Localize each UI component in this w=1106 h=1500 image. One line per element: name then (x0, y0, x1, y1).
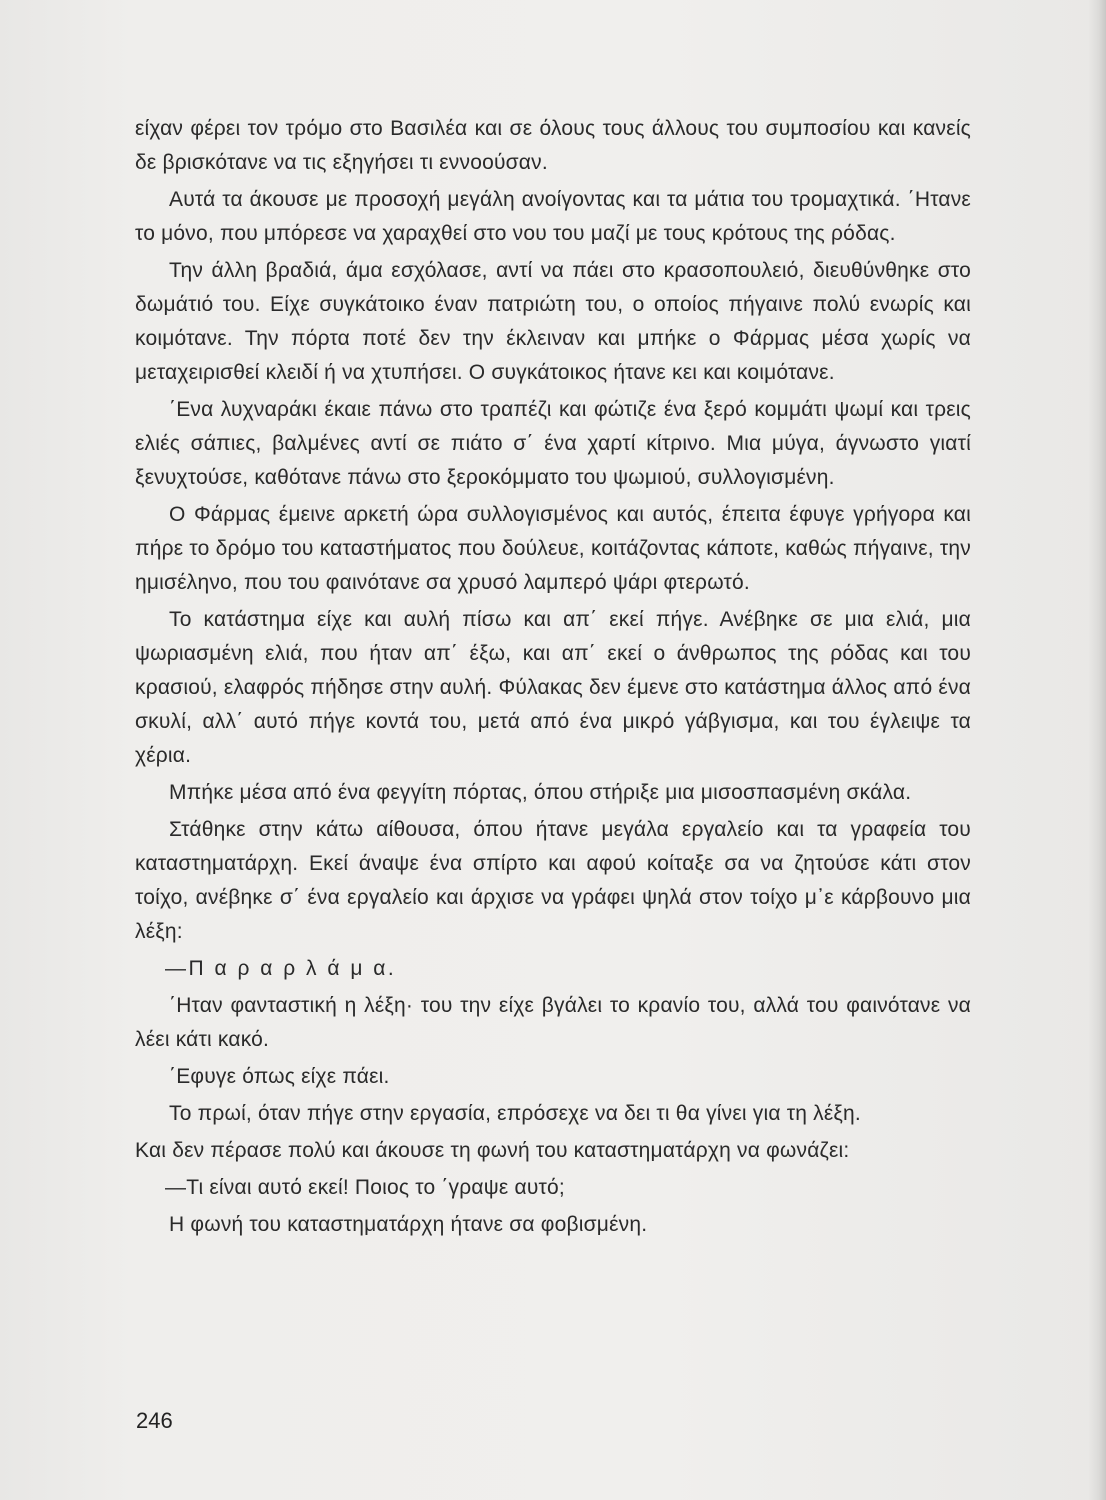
paragraph-11: Το πρωί, όταν πήγε στην εργασία, επρόσεχε να δει τι θα γίνει για τη λέξη. (169, 1102, 861, 1125)
paragraph-8: Στάθηκε στην κάτω αίθουσα, όπου ήτανε μεγάλα εργαλείο και τα γραφεία του καταστηματάρχη. Εκεί άναψε ένα σπίρτο και αφού κοίταξε σα να ζητούσε κάτι στον τοίχο, ανέβηκε σ΄ ένα εργαλείο και άρχισε να γράφει ψηλά στον τοίχο μ᾽ε κάρβουνο μια λέξη: (135, 818, 971, 943)
paragraph-9: ΄Ηταν φανταστική η λέξη· του την είχε βγάλει το κρανίο του, αλλά του φαινότανε να λέει κάτι κακό. (135, 994, 971, 1051)
paragraph-1: είχαν φέρει τον τρόμο στο Βασιλέα και σε όλους τους άλλους του συμποσίου και κανείς δε βρισκότανε να τις εξηγήσει τι εννοούσαν. (135, 117, 971, 174)
dialogue-exclaim: —Τι είναι αυτό εκεί! Ποιος το ΄γραψε αυτό; (165, 1176, 565, 1199)
body-text (135, 112, 971, 1245)
paragraph-last: Η φωνή του καταστηματάρχη ήτανε σα φοβισμένη. (169, 1213, 648, 1236)
paragraph-2: Αυτά τα άκουσε με προσοχή μεγάλη ανοίγοντας και τα μάτια του τρομαχτικά. ΄Ητανε το μόνο, που μπόρεσε να χαραχθεί στο νου του μαζί με τους κρότους της ρόδας. (135, 188, 971, 245)
paragraph-4: ΄Ενα λυχναράκι έκαιε πάνω στο τραπέζι και φώτιζε ένα ξερό κομμάτι ψωμί και τρεις ελιές σάπιες, βαλμένες αντί σε πιάτο σ΄ ένα χαρτί κίτρινο. Μια μύγα, άγνωστο γιατί ξενυχτούσε, καθότανε πάνω στο ξεροκόμματο του ψωμιού, συλλογισμένη. (135, 398, 971, 489)
paragraph-12: Και δεν πέρασε πολύ και άκουσε τη φωνή του καταστηματάρχη να φωνάζει: (135, 1139, 850, 1162)
paragraph-10: ΄Εφυγε όπως είχε πάει. (169, 1065, 390, 1088)
dialogue-word-text: —Π α ρ α ρ λ ά μ α. (165, 957, 397, 980)
paragraph-3: Την άλλη βραδιά, άμα εσχόλασε, αντί να πάει στο κρασοπουλειό, διευθύνθηκε στο δωμάτιό του. Είχε συγκάτοικο έναν πατριώτη του, ο οποίος πήγαινε πολύ ενωρίς και κοιμότανε. Την πόρτα ποτέ δεν την έκλειναν και μπήκε ο Φάρμας μέσα χωρίς να μεταχειρισθεί κλειδί ή να χτυπήσει. Ο συγκάτοικος ήτανε κει και κοιμότανε. (135, 259, 971, 384)
page-edge-shadow (1088, 0, 1106, 1500)
dialogue-word (135, 952, 971, 986)
paragraph-5: Ο Φάρμας έμεινε αρκετή ώρα συλλογισμένος και αυτός, έπειτα έφυγε γρήγορα και πήρε το δρόμο του καταστήματος που δούλευε, κοιτάζοντας κάποτε, καθώς πήγαινε, την ημισέληνο, που του φαινότανε σα χρυσό λαμπερό ψάρι φτερωτό. (135, 503, 971, 594)
paragraph-7: Μπήκε μέσα από ένα φεγγίτη πόρτας, όπου στήριξε μια μισοσπασμένη σκάλα. (169, 781, 912, 804)
page-number: 246 (136, 1408, 173, 1433)
paragraph-6: Το κατάστημα είχε και αυλή πίσω και απ΄ εκεί πήγε. Ανέβηκε σε μια ελιά, μια ψωριασμένη ελιά, που ήταν απ΄ έξω, και απ΄ εκεί ο άνθρωπος της ρόδας και του κρασιού, ελαφρός πήδησε στην αυλή. Φύλακας δεν έμενε στο κατάστημα άλλος από ένα σκυλί, αλλ΄ αυτό πήγε κοντά του, μετά από ένα μικρό γάβγισμα, και του έγλειψε τα χέρια. (135, 608, 971, 767)
